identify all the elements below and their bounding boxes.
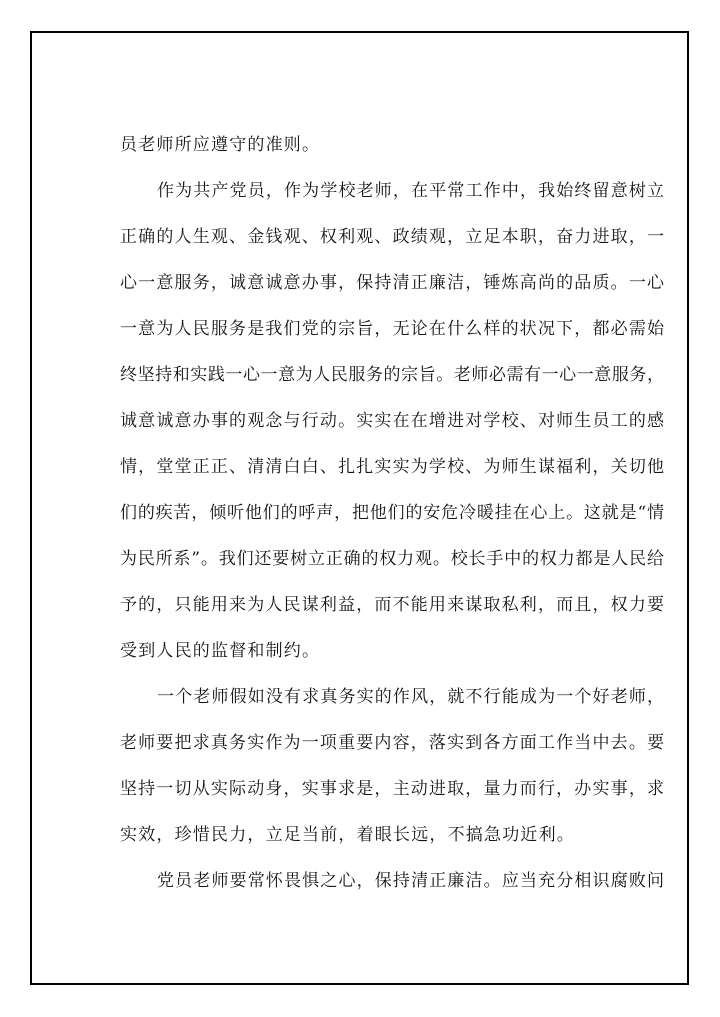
text-line: 老师要把求真务实作为一项重要内容，落实到各方面工作当中去。要 [120, 733, 664, 753]
text-line: 予的，只能用来为人民谋利益，而不能用来谋取私利，而且，权力要 [120, 595, 664, 615]
text-line: 诚意诚意办事的观念与行动。实实在在增进对学校、对师生员工的感 [120, 411, 664, 431]
document-content [120, 122, 664, 904]
text-line: 员老师所应遵守的准则。 [120, 135, 321, 155]
text-line: 终坚持和实践一心一意为人民服务的宗旨。老师必需有一心一意服务， [120, 365, 664, 385]
text-line: 情，堂堂正正、清清白白、扎扎实实为学校、为师生谋福利，关切他 [120, 457, 664, 477]
text-line: 作为共产党员，作为学校老师，在平常工作中，我始终留意树立 [157, 181, 664, 201]
text-line: 一意为人民服务是我们党的宗旨，无论在什么样的状况下，都必需始 [120, 319, 664, 339]
text-line: 党员老师要常怀畏惧之心，保持清正廉洁。应当充分相识腐败问 [157, 871, 664, 891]
text-line: 为民所系”。我们还要树立正确的权力观。校长手中的权力都是人民给 [120, 549, 664, 569]
text-line: 一个老师假如没有求真务实的作风，就不行能成为一个好老师， [157, 687, 664, 707]
text-line: 坚持一切从实际动身，实事求是，主动进取，量力而行，办实事，求 [120, 779, 664, 799]
text-line: 心一意服务，诚意诚意办事，保持清正廉洁，锤炼高尚的品质。一心 [120, 273, 664, 293]
text-line: 正确的人生观、金钱观、权利观、政绩观，立足本职，奋力进取，一 [120, 227, 664, 247]
text-line: 实效，珍惜民力，立足当前，着眼长远，不搞急功近利。 [120, 825, 575, 845]
text-line: 们的疾苦，倾听他们的呼声，把他们的安危冷暖挂在心上。这就是“情 [120, 503, 664, 523]
page-border [30, 31, 689, 985]
text-line: 受到人民的监督和制约。 [120, 641, 321, 661]
